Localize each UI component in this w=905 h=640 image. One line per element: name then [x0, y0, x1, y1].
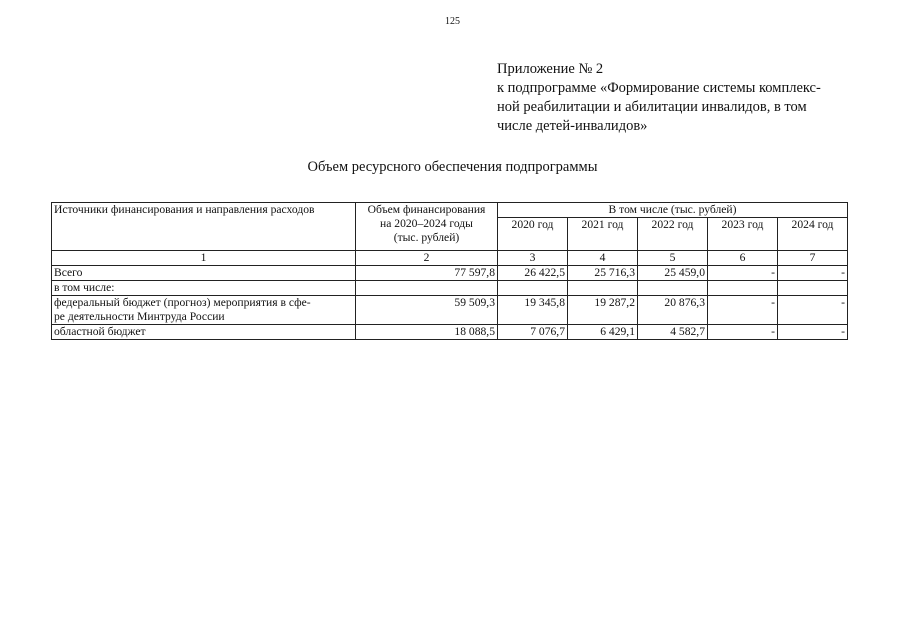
row-value-2024: -	[778, 266, 848, 281]
column-number: 7	[778, 251, 848, 266]
header-volume-line-3: (тыс. рублей)	[393, 231, 460, 244]
column-number: 4	[568, 251, 638, 266]
row-name	[52, 296, 356, 325]
header-including: В том числе (тыс. рублей)	[498, 203, 848, 218]
column-number: 6	[708, 251, 778, 266]
row-name: Всего	[52, 266, 356, 281]
row-value-total: 59 509,3	[356, 296, 498, 325]
row-value-total: 18 088,5	[356, 325, 498, 340]
row-value-2022: 20 876,3	[638, 296, 708, 325]
row-name: в том числе:	[52, 281, 356, 296]
table-title: Объем ресурсного обеспечения подпрограммы	[307, 159, 598, 175]
header-year-2020: 2020 год	[498, 218, 568, 251]
column-number: 1	[52, 251, 356, 266]
row-value-2024: -	[778, 325, 848, 340]
column-number: 3	[498, 251, 568, 266]
header-volume	[356, 203, 498, 251]
header-year-2024: 2024 год	[778, 218, 848, 251]
table-row-including	[52, 281, 848, 296]
page-number: 125	[445, 16, 460, 27]
column-number-row	[52, 251, 848, 266]
row-value-2023: -	[708, 266, 778, 281]
header-volume-line-1: Объем финансирования	[367, 203, 486, 216]
appendix-subtitle-line-1: к подпрограмме «Формирование системы комплекс-	[497, 80, 821, 96]
row-value-2021: 19 287,2	[568, 296, 638, 325]
header-year-2023: 2023 год	[708, 218, 778, 251]
funding-table	[51, 202, 848, 340]
table-row-regional	[52, 325, 848, 340]
row-value-2020: 7 076,7	[498, 325, 568, 340]
table-row-federal	[52, 296, 848, 325]
row-value-2020: 19 345,8	[498, 296, 568, 325]
appendix-subtitle-line-3: числе детей-инвалидов»	[497, 118, 648, 134]
row-value-total	[356, 281, 498, 296]
table-row-total	[52, 266, 848, 281]
header-volume-line-2: на 2020–2024 годы	[380, 217, 473, 230]
header-year-2022: 2022 год	[638, 218, 708, 251]
column-number: 2	[356, 251, 498, 266]
header-year-2021: 2021 год	[568, 218, 638, 251]
row-value-2021	[568, 281, 638, 296]
table-header-row	[52, 203, 848, 218]
row-value-2022: 4 582,7	[638, 325, 708, 340]
appendix-header	[497, 60, 857, 136]
column-number: 5	[638, 251, 708, 266]
row-value-2023	[708, 281, 778, 296]
header-sources: Источники финансирования и направления расходов	[52, 203, 356, 251]
row-value-2021: 25 716,3	[568, 266, 638, 281]
row-value-2020	[498, 281, 568, 296]
appendix-title: Приложение № 2	[497, 61, 604, 77]
row-name-line-1: федеральный бюджет (прогноз) мероприятия в сфе-	[54, 296, 311, 309]
row-value-2020: 26 422,5	[498, 266, 568, 281]
row-name-line-2: ре деятельности Минтруда России	[54, 310, 225, 323]
row-value-2023: -	[708, 325, 778, 340]
row-name: областной бюджет	[52, 325, 356, 340]
appendix-subtitle-line-2: ной реабилитации и абилитации инвалидов, в том	[497, 99, 807, 115]
row-value-2024: -	[778, 296, 848, 325]
row-value-2023: -	[708, 296, 778, 325]
row-value-2021: 6 429,1	[568, 325, 638, 340]
row-value-2022	[638, 281, 708, 296]
row-value-total: 77 597,8	[356, 266, 498, 281]
row-value-2024	[778, 281, 848, 296]
row-value-2022: 25 459,0	[638, 266, 708, 281]
